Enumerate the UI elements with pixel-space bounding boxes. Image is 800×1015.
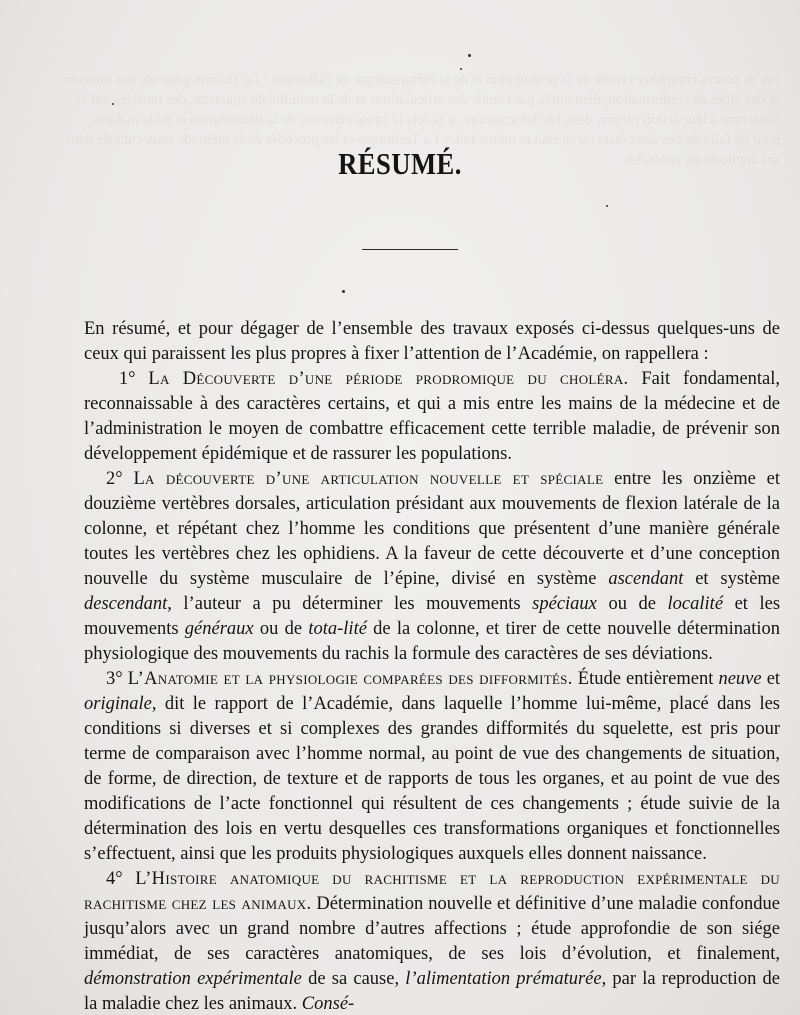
summary-item-1 <box>84 367 780 467</box>
paper-fleck <box>112 103 114 105</box>
item-text: ou de <box>608 594 656 614</box>
italic-term: originale <box>84 694 152 714</box>
summary-item-3 <box>84 667 780 867</box>
item-heading: L’Histoire anatomique du rachitisme et la reproduction expérimentale du rachitisme chez les animaux. <box>84 869 780 914</box>
item-number: 2° <box>106 469 123 489</box>
item-text: et les mouvements <box>84 594 781 639</box>
item-text: Étude entièrement <box>577 669 714 689</box>
page-title: RÉSUMÉ. <box>338 146 462 181</box>
summary-body <box>84 317 780 1015</box>
italic-term: généraux <box>184 619 254 639</box>
italic-term: Consé- <box>301 994 355 1014</box>
title-rule <box>362 249 458 250</box>
italic-term: neuve <box>718 669 762 689</box>
intro-paragraph: En résumé, et pour dégager de l’ensemble des travaux exposés ci-dessus quelques-uns de ceux qui paraissent les plus propres à fixer l’attention de l’Académie, on rappellera : <box>84 319 780 364</box>
italic-term: descendant <box>84 594 168 614</box>
item-text: entre les onzième et douzième vertèbres dorsales, articulation présidant aux mouvements de flexion latérale de la colonne, et répétant chez l’homme les conditions que présentent d’une manière générale toutes les vertèbres chez les ophidiens. A la faveur de cette découverte et d’une conception nouvelle du système musculaire de l’épine, divisé en système <box>84 469 781 589</box>
item-heading: La Découverte d’une période prodromique du choléra. <box>148 369 629 389</box>
item-number: 1° <box>118 369 136 389</box>
item-text: , dit le rapport de l’Académie, dans laquelle l’homme lui-même, placé dans les conditions si diverses et si complexes des grandes difformités du squelette, est pris pour terme de comparaison avec l’homme normal, au point de vue des changements de situation, de forme, de direction, de texture et de rapports de tous les organes, et au point de vue des modifications de l’acte fonctionnel qui résultent de ces changements ; étude suivie de la détermination des lois en vertu desquelles ces transformations organiques et fonctionnelles s’effectuent, ainsi que les produits physiologiques auxquels elles donnent naissance. <box>84 694 780 864</box>
italic-term: l’alimentation prématurée <box>405 969 602 989</box>
italic-term: localité <box>667 594 724 614</box>
paper-fleck <box>342 290 345 293</box>
paper-fleck <box>606 205 608 207</box>
bleed-through-text: ces os pourra compléter l'étude de la propagation et de la thérapeutique de l'affection · La Théorie générale des tumeurs et des vices de conformation, démontrée par l'étude des articulations et de la mobilité du squelette, des muscles qui se rattachent à leur action propre, dans les déformations, à la fois la cause effective de la déformation et de la maladie, pour ne faire de ces deux états qu'un seul et même fait. · La Technique et les procédés de la méthode sous-cutanée dans ses applications générales. <box>63 72 780 168</box>
item-text: Fait fondamental, reconnaissable à des caractères certains, et qui a mis entre les mains de la médecine et de l’administration le moyen de combattre efficacement cette terrible maladie, de prévenir son développement épidémique et de rassurer les populations. <box>84 369 781 464</box>
item-text: et <box>766 669 781 689</box>
item-number: 3° <box>106 669 123 689</box>
italic-term: tota-lité <box>308 619 367 639</box>
item-number: 4° <box>106 869 123 889</box>
item-text: , l’auteur a pu déterminer les mouvements <box>167 594 521 614</box>
item-text: de la colonne, et tirer de cette nouvelle détermination physiologique des mouvements du rachis la formule des caractères de ses déviations. <box>84 619 781 664</box>
item-text: , par la reproduction de la maladie chez les animaux. <box>84 969 780 1014</box>
summary-item-4 <box>84 867 780 1015</box>
italic-term: démonstration expérimentale <box>84 969 302 989</box>
item-text: et système <box>695 569 781 589</box>
italic-term: spéciaux <box>532 594 597 614</box>
paper-fleck <box>468 54 471 57</box>
item-heading: La découverte d’une articulation nouvelle et spéciale <box>133 469 604 489</box>
item-text: ou de <box>259 619 303 639</box>
item-text: Détermination nouvelle et définitive d’une maladie confondue jusqu’alors avec un grand nombre d’autres affections ; étude approfondie de son siége immédiat, de ses caractères anatomiques, de ses lois d’évolution, et finalement, <box>84 894 781 964</box>
summary-item-2 <box>84 467 780 667</box>
italic-term: ascendant <box>608 569 684 589</box>
item-heading: L’Anatomie et la physiologie comparées des difformités. <box>127 669 573 689</box>
paper-fleck <box>460 68 462 70</box>
item-text: de sa cause, <box>308 969 400 989</box>
